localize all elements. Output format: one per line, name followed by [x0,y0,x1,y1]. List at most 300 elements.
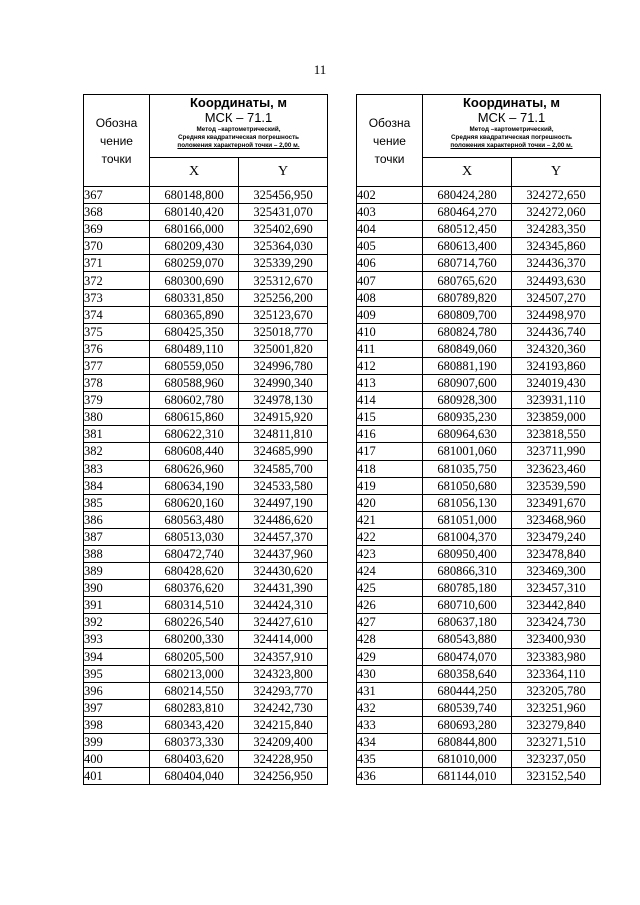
y-coordinate-cell: 324436,740 [512,323,601,340]
method-line-1: Метод –картометрический, [196,126,281,133]
point-number-cell: 417 [357,443,423,460]
table-row [357,716,601,733]
table-row [357,289,601,306]
x-coordinate-cell: 680214,550 [150,682,239,699]
point-number-cell: 374 [84,306,150,323]
x-coordinate-cell: 680259,070 [150,255,239,272]
table-row [84,494,328,511]
x-coordinate-cell: 680765,620 [423,272,512,289]
point-number-cell: 422 [357,528,423,545]
x-coordinate-cell: 680785,180 [423,580,512,597]
y-coordinate-cell: 323424,730 [512,614,601,631]
table-row [357,631,601,648]
point-number-cell: 416 [357,426,423,443]
table-row [357,187,601,204]
point-number-cell: 431 [357,682,423,699]
y-coordinate-cell: 323205,780 [512,682,601,699]
x-coordinate-cell: 680563,480 [150,511,239,528]
x-coordinate-cell: 681035,750 [423,460,512,477]
y-coordinate-cell: 325001,820 [239,340,328,357]
y-coordinate-cell: 323478,840 [512,545,601,562]
coord-system: МСК – 71.1 [204,110,273,125]
y-coordinate-cell: 324424,310 [239,597,328,614]
x-coordinate-cell: 680404,040 [150,768,239,785]
point-number-cell: 404 [357,221,423,238]
table-row [357,204,601,221]
point-number-cell: 395 [84,665,150,682]
y-coordinate-cell: 324585,700 [239,460,328,477]
x-coordinate-cell: 680166,000 [150,221,239,238]
y-coordinate-cell: 324357,910 [239,648,328,665]
point-number-cell: 397 [84,699,150,716]
y-coordinate-cell: 324507,270 [512,289,601,306]
point-number-cell: 376 [84,340,150,357]
x-coordinate-cell: 680373,330 [150,734,239,751]
y-coordinate-cell: 323491,670 [512,494,601,511]
x-coordinate-cell: 680512,450 [423,221,512,238]
table-row [84,375,328,392]
point-number-cell: 386 [84,511,150,528]
table-row [357,699,601,716]
y-coordinate-cell: 324193,860 [512,357,601,374]
x-coordinate-cell: 681050,680 [423,477,512,494]
x-coordinate-cell: 680602,780 [150,392,239,409]
point-number-cell: 428 [357,631,423,648]
x-coordinate-cell: 680928,300 [423,392,512,409]
table-row [84,699,328,716]
y-coordinate-cell: 323364,110 [512,665,601,682]
method-line-3: положения характерной точки – 2,00 м. [450,142,573,149]
table-row [84,238,328,255]
y-coordinate-cell: 325339,290 [239,255,328,272]
point-number-cell: 435 [357,751,423,768]
x-coordinate-cell: 680634,190 [150,477,239,494]
x-coordinate-cell: 680866,310 [423,563,512,580]
y-coordinate-cell: 324323,800 [239,665,328,682]
table-row [84,768,328,785]
table-row [357,340,601,357]
y-coordinate-cell: 324293,770 [239,682,328,699]
point-number-cell: 405 [357,238,423,255]
y-coordinate-cell: 325312,670 [239,272,328,289]
x-coordinate-cell: 680358,640 [423,665,512,682]
table-row [84,734,328,751]
point-number-cell: 388 [84,545,150,562]
x-coordinate-cell: 680844,800 [423,734,512,751]
x-coordinate-cell: 681010,000 [423,751,512,768]
x-coordinate-cell: 680474,070 [423,648,512,665]
y-coordinate-cell: 324430,620 [239,563,328,580]
y-coordinate-cell: 324990,340 [239,375,328,392]
point-number-cell: 414 [357,392,423,409]
table-row [84,614,328,631]
y-coordinate-cell: 324457,370 [239,528,328,545]
table-row [84,392,328,409]
designation-line-1: Обозна [95,115,138,130]
table-row [84,545,328,562]
table-row [84,563,328,580]
table-row [84,751,328,768]
table-row [357,375,601,392]
x-coordinate-cell: 680637,180 [423,614,512,631]
x-coordinate-cell: 680710,600 [423,597,512,614]
y-coordinate-cell: 325431,070 [239,204,328,221]
x-coordinate-cell: 680626,960 [150,460,239,477]
y-coordinate-cell: 324414,000 [239,631,328,648]
coordinates-table-left [83,94,328,785]
table-row [84,460,328,477]
col-y-header: Y [512,158,601,187]
table-row [357,494,601,511]
x-coordinate-cell: 680444,250 [423,682,512,699]
table-row [357,409,601,426]
x-coordinate-cell: 680935,230 [423,409,512,426]
table-row [84,580,328,597]
y-coordinate-cell: 324996,780 [239,357,328,374]
x-coordinate-cell: 680205,500 [150,648,239,665]
table-row [357,734,601,751]
y-coordinate-cell: 324497,190 [239,494,328,511]
y-coordinate-cell: 325402,690 [239,221,328,238]
x-coordinate-cell: 680907,600 [423,375,512,392]
table-row [84,716,328,733]
designation-line-1: Обозна [368,115,411,130]
table-row [357,221,601,238]
method-line-2: Средняя квадратическая погрешность [177,134,300,141]
point-number-cell: 389 [84,563,150,580]
x-coordinate-cell: 680714,760 [423,255,512,272]
coords-header [423,95,601,158]
point-number-cell: 413 [357,375,423,392]
y-coordinate-cell: 324272,650 [512,187,601,204]
x-coordinate-cell: 680213,000 [150,665,239,682]
x-coordinate-cell: 680148,800 [150,187,239,204]
y-coordinate-cell: 325456,950 [239,187,328,204]
y-coordinate-cell: 323711,990 [512,443,601,460]
table-row [84,631,328,648]
table-row [357,443,601,460]
designation-header [84,95,150,187]
table-row [357,597,601,614]
table-row [357,357,601,374]
x-coordinate-cell: 680513,030 [150,528,239,545]
x-coordinate-cell: 680539,740 [423,699,512,716]
table-row [84,272,328,289]
point-number-cell: 384 [84,477,150,494]
x-coordinate-cell: 681056,130 [423,494,512,511]
point-number-cell: 373 [84,289,150,306]
table-row [84,648,328,665]
table-row [84,357,328,374]
x-coordinate-cell: 680622,310 [150,426,239,443]
col-x-header: X [423,158,512,187]
table-row [84,682,328,699]
x-coordinate-cell: 681004,370 [423,528,512,545]
point-number-cell: 385 [84,494,150,511]
point-number-cell: 433 [357,716,423,733]
y-coordinate-cell: 324685,990 [239,443,328,460]
table-row [84,597,328,614]
point-number-cell: 398 [84,716,150,733]
table-row [357,306,601,323]
point-number-cell: 424 [357,563,423,580]
y-coordinate-cell: 324493,630 [512,272,601,289]
y-coordinate-cell: 324272,060 [512,204,601,221]
x-coordinate-cell: 680543,880 [423,631,512,648]
table-row [357,648,601,665]
x-coordinate-cell: 680464,270 [423,204,512,221]
table-row [84,426,328,443]
point-number-cell: 400 [84,751,150,768]
y-coordinate-cell: 325123,670 [239,306,328,323]
table-row [84,306,328,323]
y-coordinate-cell: 325364,030 [239,238,328,255]
x-coordinate-cell: 680615,860 [150,409,239,426]
point-number-cell: 396 [84,682,150,699]
x-coordinate-cell: 680209,430 [150,238,239,255]
point-number-cell: 367 [84,187,150,204]
point-number-cell: 368 [84,204,150,221]
point-number-cell: 410 [357,323,423,340]
y-coordinate-cell: 323818,550 [512,426,601,443]
table-row [84,187,328,204]
point-number-cell: 378 [84,375,150,392]
x-coordinate-cell: 680588,960 [150,375,239,392]
point-number-cell: 375 [84,323,150,340]
y-coordinate-cell: 323251,960 [512,699,601,716]
y-coordinate-cell: 324915,920 [239,409,328,426]
y-coordinate-cell: 324427,610 [239,614,328,631]
x-coordinate-cell: 680428,620 [150,563,239,580]
point-number-cell: 390 [84,580,150,597]
x-coordinate-cell: 680226,540 [150,614,239,631]
x-coordinate-cell: 680300,690 [150,272,239,289]
table-row [84,511,328,528]
coords-title: Координаты, м [462,95,561,110]
table-row [357,238,601,255]
x-coordinate-cell: 680964,630 [423,426,512,443]
table-row [357,682,601,699]
point-number-cell: 427 [357,614,423,631]
y-coordinate-cell: 324436,370 [512,255,601,272]
table-row [84,221,328,238]
designation-line-2: чение [373,133,406,148]
y-coordinate-cell: 323931,110 [512,392,601,409]
point-number-cell: 381 [84,426,150,443]
table-row [357,477,601,494]
x-coordinate-cell: 680559,050 [150,357,239,374]
y-coordinate-cell: 324533,580 [239,477,328,494]
designation-header [357,95,423,187]
table-row [357,426,601,443]
table-row [357,665,601,682]
point-number-cell: 387 [84,528,150,545]
point-number-cell: 402 [357,187,423,204]
point-number-cell: 411 [357,340,423,357]
y-coordinate-cell: 323468,960 [512,511,601,528]
point-number-cell: 425 [357,580,423,597]
point-number-cell: 379 [84,392,150,409]
y-coordinate-cell: 323271,510 [512,734,601,751]
point-number-cell: 394 [84,648,150,665]
point-number-cell: 423 [357,545,423,562]
point-number-cell: 421 [357,511,423,528]
x-coordinate-cell: 680365,890 [150,306,239,323]
point-number-cell: 430 [357,665,423,682]
x-coordinate-cell: 680343,420 [150,716,239,733]
point-number-cell: 434 [357,734,423,751]
y-coordinate-cell: 324345,860 [512,238,601,255]
table-row [84,255,328,272]
table-row [357,460,601,477]
designation-line-2: чение [100,133,133,148]
point-number-cell: 399 [84,734,150,751]
y-coordinate-cell: 324209,400 [239,734,328,751]
point-number-cell: 393 [84,631,150,648]
point-number-cell: 392 [84,614,150,631]
table-row [357,751,601,768]
y-coordinate-cell: 323400,930 [512,631,601,648]
x-coordinate-cell: 680200,330 [150,631,239,648]
x-coordinate-cell: 680608,440 [150,443,239,460]
table-row [357,511,601,528]
point-number-cell: 407 [357,272,423,289]
point-number-cell: 436 [357,768,423,785]
point-number-cell: 383 [84,460,150,477]
table-row [357,614,601,631]
y-coordinate-cell: 323457,310 [512,580,601,597]
table-row [357,272,601,289]
y-coordinate-cell: 324228,950 [239,751,328,768]
x-coordinate-cell: 681001,060 [423,443,512,460]
point-number-cell: 426 [357,597,423,614]
table-row [357,392,601,409]
point-number-cell: 401 [84,768,150,785]
x-coordinate-cell: 680620,160 [150,494,239,511]
col-y-header: Y [239,158,328,187]
coordinates-table-right [356,94,601,785]
y-coordinate-cell: 324256,950 [239,768,328,785]
y-coordinate-cell: 324215,840 [239,716,328,733]
y-coordinate-cell: 323279,840 [512,716,601,733]
x-coordinate-cell: 680613,400 [423,238,512,255]
point-number-cell: 406 [357,255,423,272]
table-row [357,545,601,562]
table-row [84,204,328,221]
x-coordinate-cell: 680376,620 [150,580,239,597]
y-coordinate-cell: 323469,300 [512,563,601,580]
table-row [84,665,328,682]
designation-line-3: точки [374,151,405,166]
coords-header [150,95,328,158]
y-coordinate-cell: 323539,590 [512,477,601,494]
y-coordinate-cell: 325018,770 [239,323,328,340]
x-coordinate-cell: 680425,350 [150,323,239,340]
table-row [357,580,601,597]
point-number-cell: 429 [357,648,423,665]
point-number-cell: 415 [357,409,423,426]
x-coordinate-cell: 680950,400 [423,545,512,562]
point-number-cell: 408 [357,289,423,306]
table-row [84,409,328,426]
point-number-cell: 403 [357,204,423,221]
point-number-cell: 372 [84,272,150,289]
point-number-cell: 391 [84,597,150,614]
y-coordinate-cell: 323442,840 [512,597,601,614]
y-coordinate-cell: 323237,050 [512,751,601,768]
x-coordinate-cell: 680424,280 [423,187,512,204]
x-coordinate-cell: 680849,060 [423,340,512,357]
table-row [84,477,328,494]
x-coordinate-cell: 680140,420 [150,204,239,221]
x-coordinate-cell: 681051,000 [423,511,512,528]
x-coordinate-cell: 680809,700 [423,306,512,323]
x-coordinate-cell: 680693,280 [423,716,512,733]
point-number-cell: 380 [84,409,150,426]
table-row [357,528,601,545]
point-number-cell: 418 [357,460,423,477]
x-coordinate-cell: 681144,010 [423,768,512,785]
x-coordinate-cell: 680331,850 [150,289,239,306]
coord-system: МСК – 71.1 [477,110,546,125]
point-number-cell: 409 [357,306,423,323]
coords-title: Координаты, м [189,95,288,110]
x-coordinate-cell: 680472,740 [150,545,239,562]
x-coordinate-cell: 680283,810 [150,699,239,716]
y-coordinate-cell: 324437,960 [239,545,328,562]
y-coordinate-cell: 324811,810 [239,426,328,443]
y-coordinate-cell: 324431,390 [239,580,328,597]
table-row [84,323,328,340]
table-row [84,443,328,460]
point-number-cell: 382 [84,443,150,460]
y-coordinate-cell: 324320,360 [512,340,601,357]
y-coordinate-cell: 325256,200 [239,289,328,306]
y-coordinate-cell: 324978,130 [239,392,328,409]
y-coordinate-cell: 324486,620 [239,511,328,528]
point-number-cell: 412 [357,357,423,374]
method-line-2: Средняя квадратическая погрешность [450,134,573,141]
col-x-header: X [150,158,239,187]
page-number: 11 [313,62,327,77]
point-number-cell: 377 [84,357,150,374]
x-coordinate-cell: 680403,620 [150,751,239,768]
y-coordinate-cell: 324498,970 [512,306,601,323]
x-coordinate-cell: 680489,110 [150,340,239,357]
table-row [357,768,601,785]
x-coordinate-cell: 680824,780 [423,323,512,340]
x-coordinate-cell: 680881,190 [423,357,512,374]
y-coordinate-cell: 323152,540 [512,768,601,785]
table-row [357,323,601,340]
point-number-cell: 369 [84,221,150,238]
y-coordinate-cell: 323383,980 [512,648,601,665]
point-number-cell: 419 [357,477,423,494]
point-number-cell: 370 [84,238,150,255]
table-row [357,563,601,580]
y-coordinate-cell: 323859,000 [512,409,601,426]
table-row [84,528,328,545]
y-coordinate-cell: 324283,350 [512,221,601,238]
point-number-cell: 432 [357,699,423,716]
y-coordinate-cell: 324242,730 [239,699,328,716]
table-row [84,340,328,357]
point-number-cell: 371 [84,255,150,272]
method-line-1: Метод –картометрический, [469,126,554,133]
y-coordinate-cell: 324019,430 [512,375,601,392]
y-coordinate-cell: 323623,460 [512,460,601,477]
designation-line-3: точки [101,151,132,166]
